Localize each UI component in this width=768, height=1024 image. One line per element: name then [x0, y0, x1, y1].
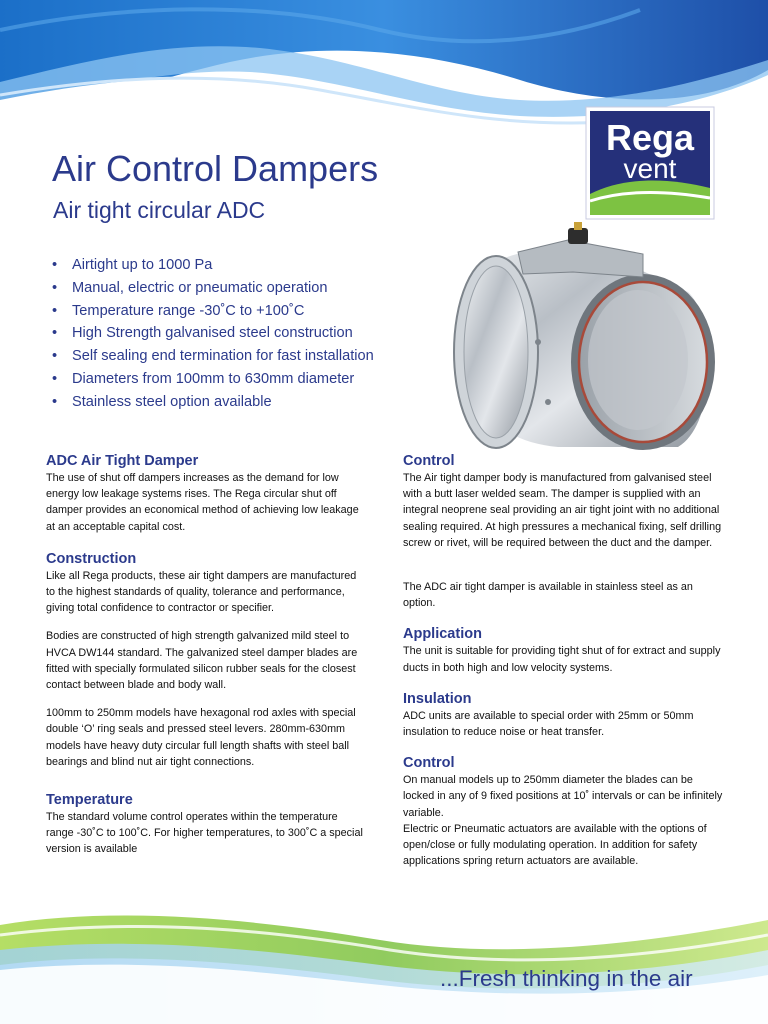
section-heading-adc: ADC Air Tight Damper: [46, 453, 199, 469]
paragraph: Like all Rega products, these air tight dampers are manufactured to the highest standards of quality, tolerance and performance, giving total confidence to contractor or specifier.: [46, 569, 357, 615]
section-heading-control-2: Control: [403, 755, 455, 772]
paragraph: The use of shut off dampers increases as the demand for low energy low leakage systems rises. The Rega circular shut off damper provides an economical method of achieving low leakage at an acceptable capital cost.: [46, 472, 359, 533]
section-heading-construction: Construction: [46, 550, 137, 567]
paragraph: The ADC air tight damper is available in stainless steel as an option.: [403, 581, 693, 610]
svg-text:vent: vent: [623, 153, 677, 184]
feature-item: • Self sealing end termination for fast installation: [52, 345, 432, 368]
bullet-icon: •: [52, 302, 58, 319]
feature-item: • Diameters from 100mm to 630mm diameter: [52, 368, 432, 391]
feature-list: [52, 254, 432, 414]
paragraph: ADC units are available to special order with 25mm or 50mm insulation to reduce noise or heat transfer.: [403, 709, 694, 739]
regavent-logo: [585, 106, 715, 220]
feature-item: • Manual, electric or pneumatic operation: [52, 277, 432, 300]
paragraph: The unit is suitable for providing tight shut of for extract and supply ducts in both high and low velocity systems.: [403, 645, 721, 674]
footer-wave-banner: [0, 895, 768, 1024]
right-column: [403, 452, 725, 869]
paragraph: The Air tight damper body is manufactured from galvanised steel with a butt laser welded seam. The damper is supplied with an integral neoprene seal providing an air tight joint with no additional sealing required. At high pressures a mechanical fixing, self drilling screw or rivet, will be required between the duct and the damper.: [403, 472, 722, 549]
footer-tagline: ...Fresh thinking in the air: [440, 966, 693, 991]
bullet-icon: •: [52, 348, 58, 365]
feature-item: • Stainless steel option available: [52, 391, 432, 414]
bullet-icon: •: [52, 279, 58, 296]
paragraph: Bodies are constructed of high strength galvanized mild steel to HVCA DW144 standard. The galvanized steel damper blades are fitted with specially formulated silicon rubber seals for the closest contact between blade and body wall.: [46, 630, 358, 692]
section-heading-application: Application: [403, 626, 482, 643]
paragraph: On manual models up to 250mm diameter the blades can be locked in any of 9 fixed positions at 10˚ intervals or can be infinitely variable.: [403, 774, 723, 819]
bullet-icon: •: [52, 370, 58, 387]
section-heading-temperature: Temperature: [46, 792, 133, 809]
section-heading-insulation: Insulation: [403, 690, 472, 707]
page-title: Air Control Dampers: [52, 148, 379, 189]
feature-item: • Temperature range -30˚C to +100˚C: [52, 300, 432, 323]
page-subtitle: Air tight circular ADC: [53, 197, 266, 223]
feature-item: • Airtight up to 1000 Pa: [52, 254, 432, 277]
paragraph: The standard volume control operates within the temperature range -30˚C to 100˚C. For higher temperatures, to 300˚C a special version is available: [46, 811, 363, 856]
section-heading-control: Control: [403, 453, 455, 469]
bullet-icon: •: [52, 325, 58, 342]
svg-text:Rega: Rega: [605, 117, 695, 158]
bullet-icon: •: [52, 257, 58, 273]
feature-item: • High Strength galvanised steel construction: [52, 322, 432, 345]
paragraph: Electric or Pneumatic actuators are available with the options of open/close or fully modulating operation. In addition for safety applications spring return actuators are available.: [403, 822, 707, 868]
damper-product-image: [438, 222, 720, 460]
left-column: [46, 452, 368, 858]
bullet-icon: •: [52, 393, 58, 410]
paragraph: 100mm to 250mm models have hexagonal rod axles with special double ‘O’ ring seals and pressed steel levers. 280mm-630mm models have heavy duty circular full length shafts with steel ball bearings and blind nut air tight connections.: [46, 707, 356, 768]
